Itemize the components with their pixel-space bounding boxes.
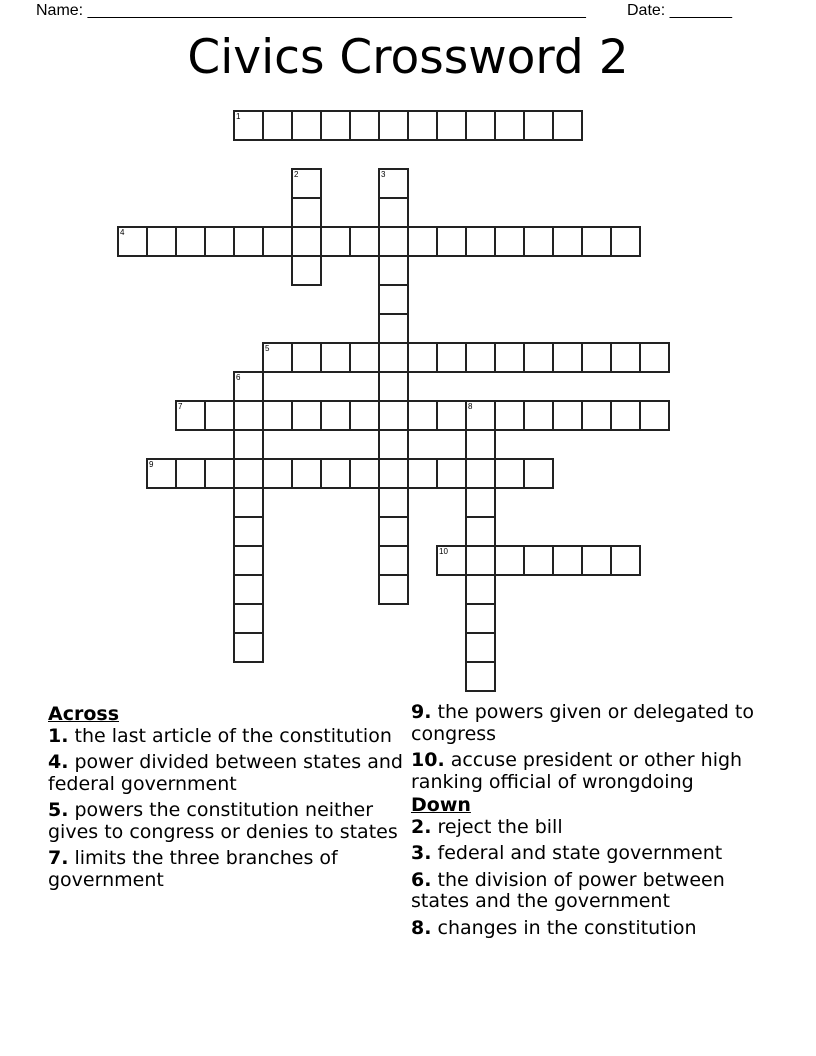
crossword-cell[interactable] <box>465 487 496 518</box>
clue-number: 5 <box>265 344 270 353</box>
crossword-cell[interactable] <box>291 255 322 286</box>
clues-right-column <box>411 702 781 944</box>
crossword-cell[interactable] <box>320 226 351 257</box>
crossword-cell[interactable] <box>494 226 525 257</box>
clue-across-7: 7. limits the three branches of government <box>48 847 338 891</box>
clue-across-10: 10. accuse president or other high ranking official of wrongdoing <box>411 749 743 793</box>
crossword-cell[interactable] <box>378 545 409 576</box>
crossword-cell[interactable] <box>320 110 351 141</box>
crossword-cell[interactable] <box>465 632 496 663</box>
crossword-cell[interactable] <box>262 400 293 431</box>
crossword-cell[interactable] <box>378 574 409 605</box>
across-heading: Across <box>48 703 120 725</box>
crossword-cell[interactable] <box>262 110 293 141</box>
crossword-cell[interactable] <box>523 400 554 431</box>
clue-down-3: 3. federal and state government <box>411 842 723 864</box>
crossword-cell[interactable] <box>378 458 409 489</box>
crossword-cell[interactable] <box>349 458 380 489</box>
crossword-cell[interactable] <box>320 400 351 431</box>
crossword-cell[interactable] <box>117 226 148 257</box>
crossword-cell[interactable] <box>581 545 612 576</box>
crossword-cell[interactable] <box>291 458 322 489</box>
crossword-cell[interactable] <box>378 226 409 257</box>
crossword-cell[interactable] <box>465 110 496 141</box>
crossword-cell[interactable] <box>175 400 206 431</box>
crossword-cell[interactable] <box>233 458 264 489</box>
crossword-cell[interactable] <box>378 313 409 344</box>
crossword-cell[interactable] <box>320 458 351 489</box>
clue-down-2: 2. reject the bill <box>411 815 563 838</box>
crossword-cell[interactable] <box>291 168 322 199</box>
crossword-cell[interactable] <box>233 110 264 141</box>
crossword-cell[interactable] <box>407 400 438 431</box>
crossword-cell[interactable] <box>552 342 583 373</box>
crossword-cell[interactable] <box>175 458 206 489</box>
crossword-cell[interactable] <box>639 342 670 373</box>
crossword-cell[interactable] <box>146 226 177 257</box>
clue-number: 2 <box>294 170 299 179</box>
page-title: Civics Crossword 2 <box>187 30 629 85</box>
crossword-cell[interactable] <box>494 400 525 431</box>
crossword-cell[interactable] <box>436 342 467 373</box>
crossword-cell[interactable] <box>233 603 264 634</box>
clue-number: 9 <box>149 460 154 469</box>
clue-across-1: 1. the last article of the constitution <box>48 724 392 747</box>
crossword-cell[interactable] <box>465 342 496 373</box>
date-field[interactable]: Date: _______ <box>627 2 732 19</box>
crossword-cell[interactable] <box>436 226 467 257</box>
clue-across-5: 5. powers the constitution neither gives to congress or denies to states <box>48 799 398 843</box>
crossword-cell[interactable] <box>436 545 467 576</box>
clue-number: 1 <box>236 112 241 121</box>
crossword-cell[interactable] <box>378 487 409 518</box>
crossword-cell[interactable] <box>291 226 322 257</box>
clue-across-9: 9. the powers given or delegated to congress <box>411 701 754 745</box>
crossword-cell[interactable] <box>465 661 496 692</box>
crossword-cell[interactable] <box>233 400 264 431</box>
crossword-cell[interactable] <box>378 342 409 373</box>
crossword-cell[interactable] <box>523 545 554 576</box>
crossword-cell[interactable] <box>610 226 641 257</box>
crossword-cell[interactable] <box>407 458 438 489</box>
crossword-cell[interactable] <box>494 342 525 373</box>
crossword-cell[interactable] <box>378 168 409 199</box>
crossword-cell[interactable] <box>349 110 380 141</box>
clue-number: 6 <box>236 373 241 382</box>
crossword-cell[interactable] <box>291 197 322 228</box>
crossword-cell[interactable] <box>262 458 293 489</box>
crossword-cell[interactable] <box>465 400 496 431</box>
clue-number: 10 <box>439 547 448 556</box>
crossword-cell[interactable] <box>233 574 264 605</box>
crossword-cell[interactable] <box>494 545 525 576</box>
crossword-cell[interactable] <box>262 342 293 373</box>
crossword-cell[interactable] <box>465 458 496 489</box>
crossword-cell[interactable] <box>378 255 409 286</box>
crossword-cell[interactable] <box>407 110 438 141</box>
crossword-cell[interactable] <box>581 226 612 257</box>
crossword-cell[interactable] <box>523 226 554 257</box>
crossword-cell[interactable] <box>233 429 264 460</box>
crossword-cell[interactable] <box>291 342 322 373</box>
crossword-cell[interactable] <box>349 342 380 373</box>
crossword-cell[interactable] <box>465 603 496 634</box>
crossword-cell[interactable] <box>233 371 264 402</box>
crossword-cell[interactable] <box>494 110 525 141</box>
crossword-cell[interactable] <box>378 429 409 460</box>
crossword-cell[interactable] <box>204 458 235 489</box>
crossword-cell[interactable] <box>204 226 235 257</box>
crossword-cell[interactable] <box>204 400 235 431</box>
down-heading: Down <box>411 794 471 816</box>
crossword-cell[interactable] <box>262 226 293 257</box>
crossword-cell[interactable] <box>291 110 322 141</box>
crossword-cell[interactable] <box>494 458 525 489</box>
crossword-cell[interactable] <box>639 400 670 431</box>
crossword-cell[interactable] <box>610 400 641 431</box>
crossword-cell[interactable] <box>552 400 583 431</box>
crossword-cell[interactable] <box>233 226 264 257</box>
crossword-cell[interactable] <box>175 226 206 257</box>
crossword-cell[interactable] <box>291 400 322 431</box>
crossword-cell[interactable] <box>552 226 583 257</box>
crossword-cell[interactable] <box>465 574 496 605</box>
clue-number: 7 <box>178 402 183 411</box>
crossword-cell[interactable] <box>349 226 380 257</box>
crossword-cell[interactable] <box>436 458 467 489</box>
crossword-cell[interactable] <box>581 400 612 431</box>
crossword-cell[interactable] <box>465 226 496 257</box>
crossword-cell[interactable] <box>581 342 612 373</box>
crossword-cell[interactable] <box>436 400 467 431</box>
crossword-cell[interactable] <box>378 516 409 547</box>
crossword-cell[interactable] <box>465 545 496 576</box>
crossword-cell[interactable] <box>465 429 496 460</box>
crossword-cell[interactable] <box>378 284 409 315</box>
clue-down-6: 6. the division of power between states and the government <box>411 868 725 912</box>
crossword-cell[interactable] <box>378 371 409 402</box>
clue-down-8: 8. changes in the constitution <box>411 916 697 939</box>
crossword-cell[interactable] <box>349 400 380 431</box>
clue-number: 3 <box>381 170 386 179</box>
crossword-cell[interactable] <box>378 110 409 141</box>
clue-number: 4 <box>120 228 125 237</box>
crossword-cell[interactable] <box>233 545 264 576</box>
clues-left-column <box>48 702 403 896</box>
clue-across-4: 4. power divided between states and federal government <box>48 751 403 795</box>
crossword-cell[interactable] <box>407 226 438 257</box>
crossword-cell[interactable] <box>523 458 554 489</box>
crossword-cell[interactable] <box>233 516 264 547</box>
crossword-cell[interactable] <box>233 487 264 518</box>
crossword-cell[interactable] <box>407 342 438 373</box>
crossword-cell[interactable] <box>378 197 409 228</box>
crossword-cell[interactable] <box>610 342 641 373</box>
crossword-cell[interactable] <box>378 400 409 431</box>
clue-number: 8 <box>468 402 473 411</box>
crossword-cell[interactable] <box>610 545 641 576</box>
crossword-cell[interactable] <box>523 110 554 141</box>
crossword-cell[interactable] <box>552 545 583 576</box>
crossword-cell[interactable] <box>465 516 496 547</box>
crossword-cell[interactable] <box>146 458 177 489</box>
crossword-cell[interactable] <box>523 342 554 373</box>
crossword-cell[interactable] <box>552 110 583 141</box>
crossword-cell[interactable] <box>233 632 264 663</box>
crossword-cell[interactable] <box>320 342 351 373</box>
name-field[interactable]: Name: ________________________________________________________ <box>36 2 586 19</box>
crossword-cell[interactable] <box>436 110 467 141</box>
